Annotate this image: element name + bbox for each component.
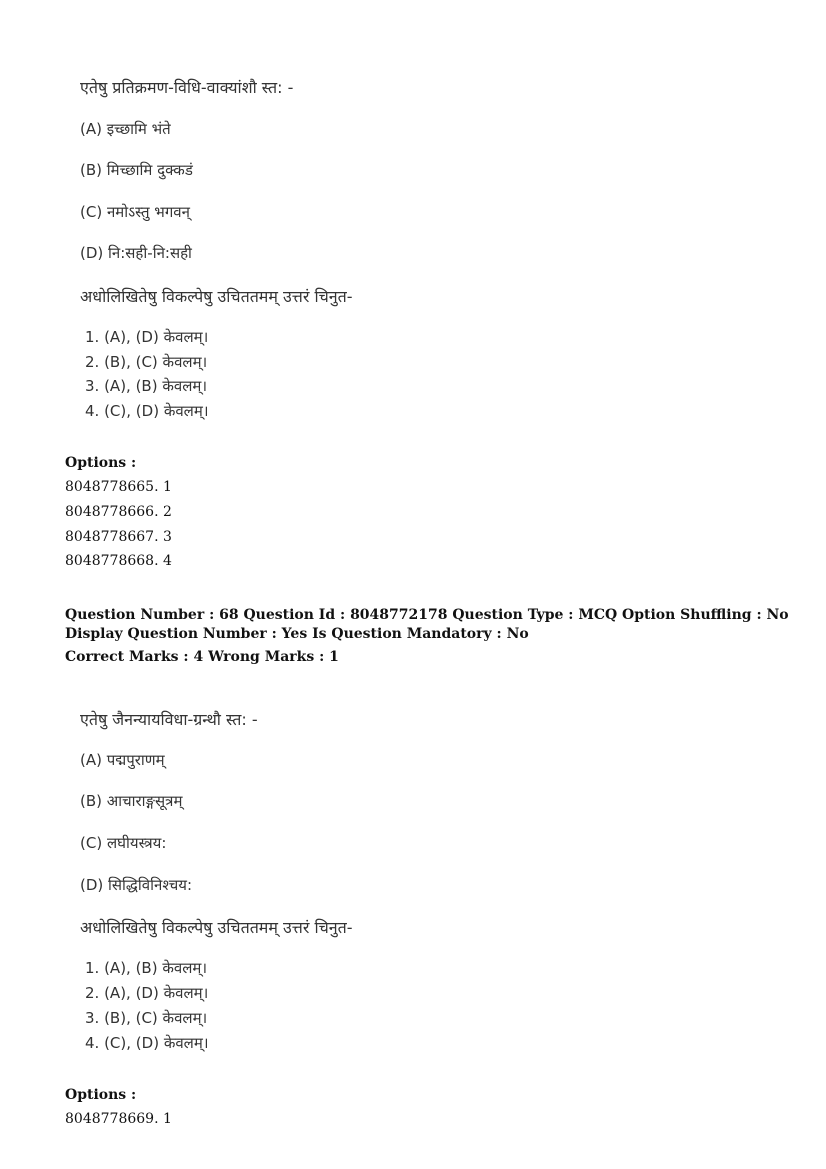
instruction: अधोलिखितेषु विकल्पेषु उचिततमम् उत्तरं चिनुत- xyxy=(80,287,353,306)
question-meta-line2: Display Question Number : Yes Is Question Mandatory : No xyxy=(65,626,529,642)
statement-d: (D) नि:सही-नि:सही xyxy=(80,244,192,262)
option-row: 8048778667. 3 xyxy=(65,529,172,545)
question-meta-line1: Question Number : 68 Question Id : 8048772178 Question Type : MCQ Option Shuffling : No xyxy=(65,607,789,623)
statement-a: (A) पद्मपुराणम् xyxy=(80,751,165,769)
choice-4: 4. (C), (D) केवलम्। xyxy=(85,402,209,420)
statement-c: (C) लघीयस्त्रय: xyxy=(80,834,167,852)
options-label: Options : xyxy=(65,1087,137,1103)
statement-b: (B) आचाराङ्गसूत्रम् xyxy=(80,792,183,810)
option-row: 8048778668. 4 xyxy=(65,553,172,569)
choice-1: 1. (A), (B) केवलम्। xyxy=(85,959,208,977)
option-row: 8048778669. 1 xyxy=(65,1111,172,1127)
choice-3: 3. (A), (B) केवलम्। xyxy=(85,377,208,395)
statement-d: (D) सिद्धिविनिश्चय: xyxy=(80,876,193,894)
statement-c: (C) नमोऽस्तु भगवन् xyxy=(80,203,190,221)
choice-2: 2. (B), (C) केवलम्। xyxy=(85,353,208,371)
option-row: 8048778666. 2 xyxy=(65,504,172,520)
question-marks: Correct Marks : 4 Wrong Marks : 1 xyxy=(65,649,339,665)
question-stem: एतेषु जैनन्यायविधा-ग्रन्थौ स्त: - xyxy=(80,710,258,729)
statement-a: (A) इच्छामि भंते xyxy=(80,120,171,138)
options-label: Options : xyxy=(65,455,137,471)
statement-b: (B) मिच्छामि दुक्कडं xyxy=(80,161,193,179)
choice-2: 2. (A), (D) केवलम्। xyxy=(85,984,209,1002)
choice-4: 4. (C), (D) केवलम्। xyxy=(85,1034,209,1052)
choice-1: 1. (A), (D) केवलम्। xyxy=(85,328,209,346)
instruction: अधोलिखितेषु विकल्पेषु उचिततमम् उत्तरं चिनुत- xyxy=(80,918,353,937)
choice-3: 3. (B), (C) केवलम्। xyxy=(85,1009,208,1027)
option-row: 8048778665. 1 xyxy=(65,479,172,495)
question-stem: एतेषु प्रतिक्रमण-विधि-वाक्यांशौ स्त: - xyxy=(80,78,294,97)
